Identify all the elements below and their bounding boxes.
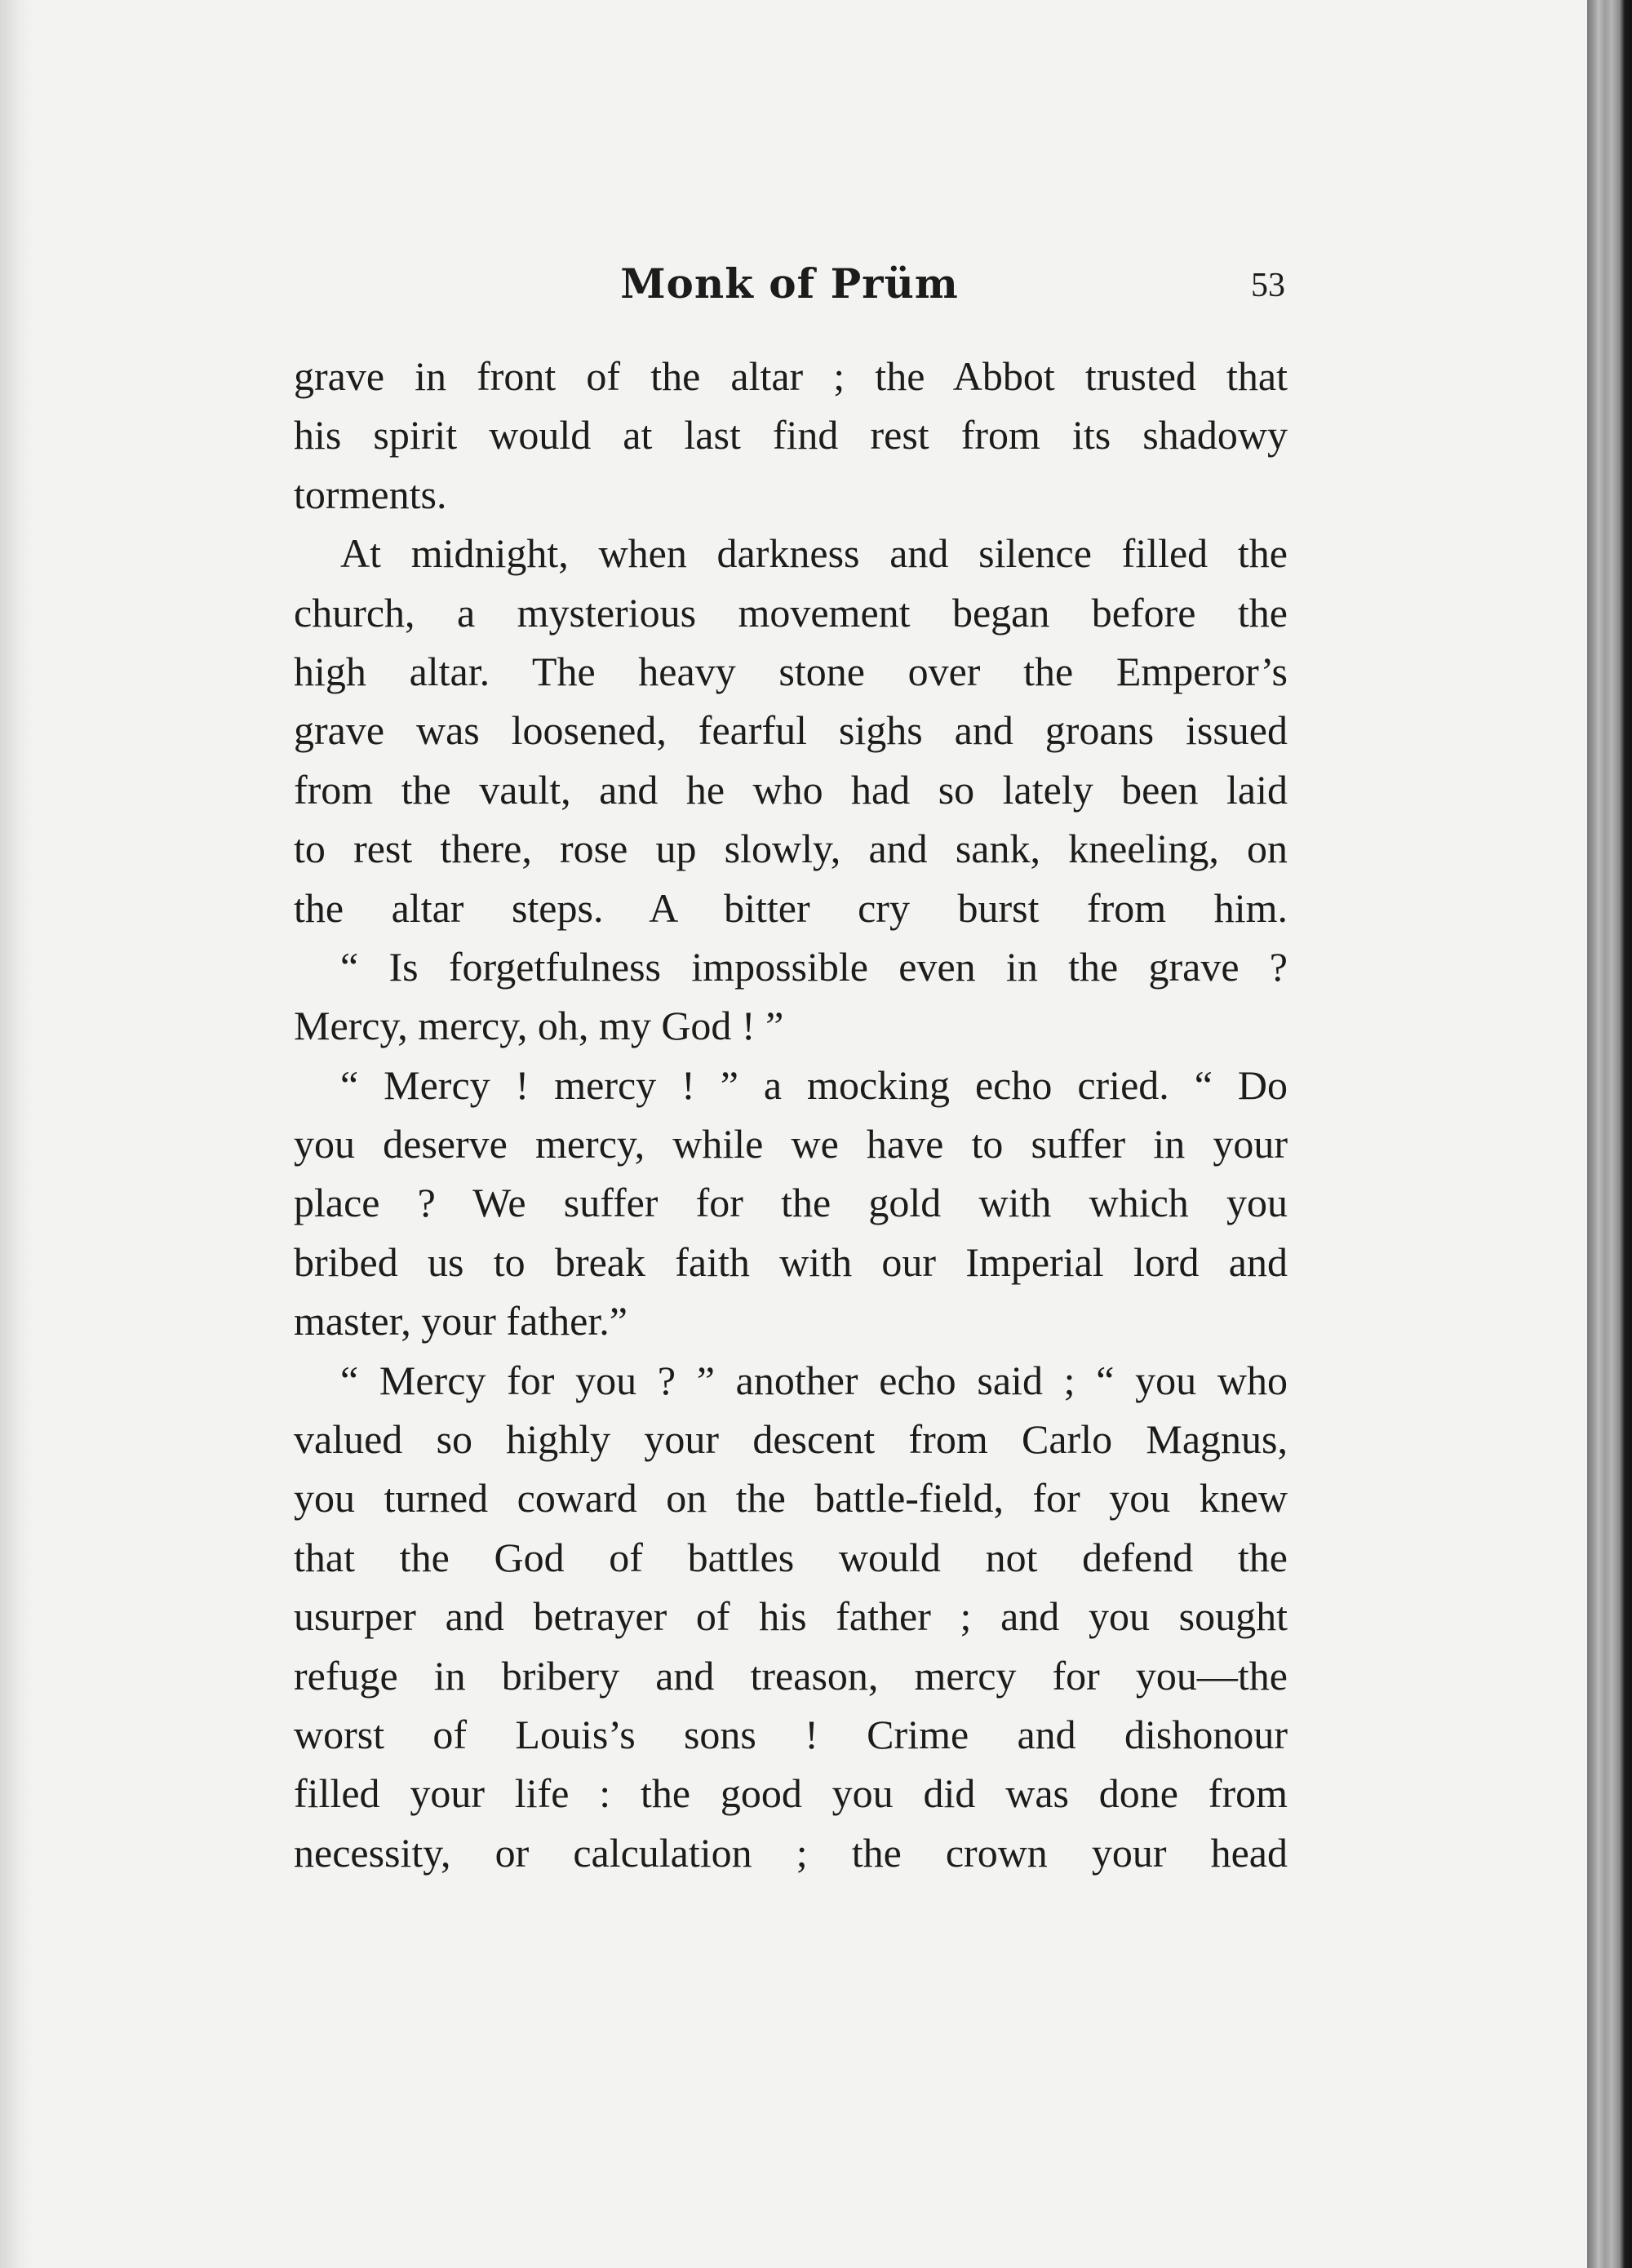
running-title: Monk of Prüm bbox=[620, 259, 959, 308]
text-line: At midnight, when darkness and silence filled the bbox=[340, 530, 1288, 577]
text-line: to rest there, rose up slowly, and sank, kneeling, on bbox=[294, 826, 1288, 872]
text-line: his spirit would at last find rest from its shadowy bbox=[294, 412, 1288, 458]
text-line: grave was loosened, fearful sighs and groans issued bbox=[294, 707, 1288, 754]
page-header bbox=[294, 259, 1285, 325]
page-number: 53 bbox=[1251, 267, 1285, 304]
text-line: you turned coward on the battle-field, for you knew bbox=[294, 1475, 1288, 1522]
text-line: torments. bbox=[294, 471, 447, 517]
text-line: that the God of battles would not defend the bbox=[294, 1534, 1288, 1580]
text-line: high altar. The heavy stone over the Emperor’s bbox=[294, 648, 1288, 694]
text-line: the altar steps. A bitter cry burst from him. bbox=[294, 884, 1288, 931]
text-line: you deserve mercy, while we have to suffer in your bbox=[294, 1121, 1288, 1167]
text-line: necessity, or calculation ; the crown your head bbox=[294, 1829, 1288, 1876]
text-line: refuge in bribery and treason, mercy for you—the bbox=[294, 1652, 1288, 1699]
text-line: “ Mercy for you ? ” another echo said ; “ you who bbox=[340, 1357, 1288, 1403]
text-line: “ Mercy ! mercy ! ” a mocking echo cried. “ Do bbox=[340, 1061, 1288, 1108]
text-line: valued so highly your descent from Carlo Magnus, bbox=[294, 1416, 1288, 1463]
text-line: place ? We suffer for the gold with which you bbox=[294, 1180, 1288, 1226]
body-text bbox=[294, 347, 1288, 1882]
text-line: filled your life : the good you did was done from bbox=[294, 1770, 1288, 1817]
text-line: master, your father.” bbox=[294, 1298, 628, 1344]
book-right-edge bbox=[1587, 0, 1632, 2268]
text-line: grave in front of the altar ; the Abbot trusted that bbox=[294, 353, 1288, 399]
text-line: worst of Louis’s sons ! Crime and dishonour bbox=[294, 1711, 1288, 1757]
text-line: from the vault, and he who had so lately been laid bbox=[294, 766, 1288, 813]
text-line: church, a mysterious movement began before the bbox=[294, 589, 1288, 636]
text-line: bribed us to break faith with our Imperial lord and bbox=[294, 1238, 1288, 1285]
text-line: usurper and betrayer of his father ; and you sought bbox=[294, 1593, 1288, 1640]
page-left-edge bbox=[0, 0, 33, 2268]
text-line: Mercy, mercy, oh, my God ! ” bbox=[294, 1003, 784, 1049]
text-line: “ Is forgetfulness impossible even in the grave ? bbox=[340, 943, 1288, 990]
